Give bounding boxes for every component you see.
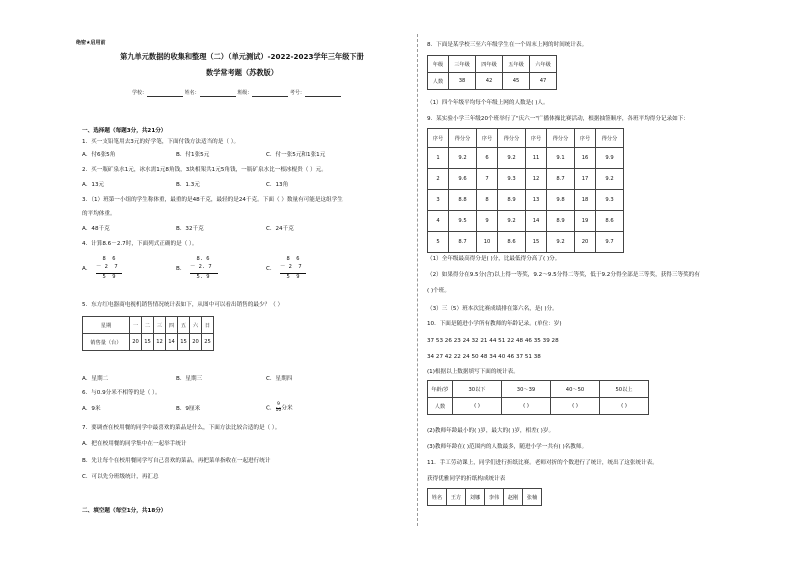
table-cell: 刘娜 — [466, 489, 485, 506]
table-cell: 17 — [575, 169, 596, 190]
q2-option-b: B．1.3元 — [176, 182, 200, 188]
table-row — [428, 129, 624, 148]
q4-b-top: 8. 6 — [190, 256, 210, 262]
table-cell: 销售量（台） — [83, 334, 130, 351]
table-cell: 序号 — [477, 129, 498, 148]
q6-text: 6．与0.9分米不相等的是（ ）。 — [82, 390, 161, 396]
table-cell: 年龄/岁 — [428, 381, 453, 398]
student-info — [132, 90, 341, 97]
table-cell: 二 — [142, 317, 154, 334]
q6-c-denominator: 10 — [275, 407, 282, 413]
q2-text: 2．买一瓶矿泉水1元，冰水需1元8角钱，3块相架共1元5角钱，一瓶矿泉水比一根冰棍贵（ ）元。 — [82, 167, 327, 173]
table-cell: 9.3 — [498, 169, 526, 190]
q9-part2: （2）如果得分在9.5分(含)以上得一等奖，9.2～9.5分得二等奖，低于9.2分得全部是三等奖，获得三等奖的有 — [427, 272, 700, 278]
table-cell: 8.7 — [449, 232, 477, 253]
table-cell: 8.6 — [596, 211, 624, 232]
class-field[interactable] — [252, 91, 288, 97]
table-cell: 8.6 — [498, 232, 526, 253]
q8-text: 8．下面是某学校三至六年级学生在一个周末上网的时间统计表。 — [427, 42, 588, 48]
q6-c-unit: 分米 — [281, 405, 293, 412]
table-cell: 序号 — [526, 129, 547, 148]
table-cell: 三 — [154, 317, 166, 334]
table-cell: 19 — [575, 211, 596, 232]
table-cell: 四 — [166, 317, 178, 334]
table-cell: 30以下 — [453, 381, 502, 398]
table-cell: 9.9 — [596, 148, 624, 169]
section1-title: 一、选择题（每题3分，共21分） — [82, 128, 167, 134]
q4-c-mid: － 2 7 — [280, 264, 302, 270]
table-cell: 1 — [428, 148, 449, 169]
q10-part2: (2)教师年龄最小的( )岁，最大的( )岁，相差( )岁。 — [427, 428, 555, 434]
table-row — [83, 317, 214, 334]
table-cell: 得分分 — [449, 129, 477, 148]
table-cell: 赵刚 — [504, 489, 523, 506]
table-cell: 五年级 — [503, 56, 530, 73]
answer-cell[interactable]: ( ) — [551, 398, 600, 415]
table-cell: 20 — [575, 232, 596, 253]
name-field[interactable] — [200, 91, 236, 97]
q6-option-a: A．9米 — [82, 406, 101, 412]
q6-option-b: B．9厘米 — [176, 406, 201, 412]
q1-option-a: A．付6张5角 — [82, 152, 116, 158]
table-cell: 人数 — [428, 73, 449, 90]
q2-option-c: C．13角 — [266, 182, 289, 188]
table-row — [428, 169, 624, 190]
table-row — [83, 334, 214, 351]
q10-text: 10．下面是随进小学所有教师的年龄记录。(单位：岁) — [427, 321, 562, 327]
name-label: 姓名： — [184, 90, 200, 96]
table-row — [428, 148, 624, 169]
table-cell: 得分分 — [596, 129, 624, 148]
table-cell: 序号 — [575, 129, 596, 148]
number-field[interactable] — [305, 91, 341, 97]
table-cell: 8.9 — [547, 211, 575, 232]
table-cell: 8.8 — [449, 190, 477, 211]
table-cell: 9.3 — [596, 190, 624, 211]
q10-part1: (1)根据以上数据填写下面的统计表。 — [427, 369, 519, 375]
table-cell: 六年级 — [530, 56, 557, 73]
table-cell: 45 — [503, 73, 530, 90]
table-cell: 30～39 — [502, 381, 551, 398]
table-cell: 李伟 — [485, 489, 504, 506]
table-cell: 9.2 — [498, 211, 526, 232]
secret-label: 绝密★启用前 — [76, 40, 106, 46]
q9-part3: （3）三（5）班本次比赛成绩排在第六名，是( )分。 — [427, 306, 558, 312]
page-subtitle: 数学常考题（苏教版） — [206, 68, 278, 77]
table-cell: 9.2 — [498, 148, 526, 169]
q4-c-top: 8 6 — [280, 256, 300, 262]
table-cell: 9.8 — [547, 190, 575, 211]
table-cell: 五 — [178, 317, 190, 334]
q11-table — [427, 488, 542, 506]
q4-b-mid: － 2. 7 — [190, 264, 212, 270]
q9-table — [427, 128, 624, 253]
school-field[interactable] — [147, 91, 183, 97]
class-label: 班级： — [237, 90, 253, 96]
table-cell: 9.7 — [596, 232, 624, 253]
table-row — [428, 73, 557, 90]
table-row — [428, 190, 624, 211]
table-cell: 人数 — [428, 398, 453, 415]
table-row — [428, 56, 557, 73]
table-cell: 15 — [178, 334, 190, 351]
table-cell: 8 — [477, 190, 498, 211]
table-cell: 六 — [190, 317, 202, 334]
q1-text: 1．买一支铅笔用去3元的好学笔，下面付钱方法适当的是（ ）。 — [82, 139, 240, 145]
table-cell: 40～50 — [551, 381, 600, 398]
table-cell: 16 — [575, 148, 596, 169]
q1-option-b: B．付1张5元 — [176, 152, 210, 158]
column-divider — [417, 34, 418, 526]
q10-part3: (3)教师年龄在( )范围内的人数最多，随进小学一共有( )名教师。 — [427, 444, 588, 450]
table-cell: 得分分 — [547, 129, 575, 148]
q5-option-a: A．星期二 — [82, 376, 109, 382]
q10-data-line1: 37 53 26 23 24 32 21 44 51 22 48 46 35 39 28 — [427, 338, 559, 344]
q4-a-label: A． — [82, 266, 92, 272]
q3-option-a: A．48千克 — [82, 226, 110, 232]
answer-cell[interactable]: ( ) — [600, 398, 649, 415]
q9-text: 9．某实验小学三年级20个班举行了"庆六一"广播体操比赛活动，根据抽签顺序，各班平均得分记录如下： — [427, 116, 689, 122]
table-cell: 38 — [449, 73, 476, 90]
q5-option-b: B．星期三 — [176, 376, 203, 382]
table-cell: 7 — [477, 169, 498, 190]
table-cell: 2 — [428, 169, 449, 190]
table-cell: 9.2 — [596, 169, 624, 190]
q4-b-bot: 5. 9 — [190, 274, 210, 280]
table-cell: 10 — [477, 232, 498, 253]
q9-part1: （1）全年级最高得分是( )分，比最低得分高了( )分。 — [427, 256, 561, 262]
table-cell: 9.2 — [449, 148, 477, 169]
q2-option-a: A．13元 — [82, 182, 105, 188]
table-cell: 8.9 — [498, 190, 526, 211]
table-row — [428, 232, 624, 253]
table-row — [428, 211, 624, 232]
table-cell: 12 — [526, 169, 547, 190]
table-cell: 6 — [477, 148, 498, 169]
table-cell: 14 — [166, 334, 178, 351]
table-cell: 12 — [154, 334, 166, 351]
q6-c-numerator: 9 — [276, 402, 280, 407]
table-cell: 11 — [526, 148, 547, 169]
table-cell: 15 — [526, 232, 547, 253]
table-cell: 9.1 — [547, 148, 575, 169]
q4-b-label: B． — [176, 266, 186, 272]
table-cell: 得分分 — [498, 129, 526, 148]
page-title: 第九单元数据的收集和整理（二）（单元测试）-2022-2023学年三年级下册 — [120, 52, 364, 61]
table-cell: 8.7 — [547, 169, 575, 190]
q5-text: 5．东方红电器商电视机销售情况统计表如下，从图中可以看出销售的最少？（ ） — [82, 302, 284, 308]
table-cell: 50以上 — [600, 381, 649, 398]
q7-option-c: C．可以先分班级统计，再汇总 — [82, 474, 159, 480]
q7-option-a: A．把在校用餐的同学集中在一起举手统计 — [82, 441, 187, 447]
table-cell: 20 — [130, 334, 142, 351]
answer-cell[interactable]: ( ) — [502, 398, 551, 415]
q4-a-top: 8 6 — [96, 256, 116, 262]
table-cell: 9.2 — [547, 232, 575, 253]
q3-text-line2: 的平均体重。 — [82, 211, 116, 217]
q5-table — [82, 316, 214, 351]
q11-table-title: 获得优雅同学的折纸构成统计表 — [427, 476, 506, 482]
q5-option-c: C．星期四 — [266, 376, 293, 382]
table-row — [428, 381, 649, 398]
q7-option-b: B．先让每个在校用餐同学写自己喜欢的菜品，再把菜单指收在一起进行统计 — [82, 458, 271, 464]
table-cell: 日 — [202, 317, 214, 334]
table-cell: 14 — [526, 211, 547, 232]
table-cell: 20 — [190, 334, 202, 351]
table-cell: 一 — [130, 317, 142, 334]
q4-c-label: C． — [266, 266, 276, 272]
table-cell: 姓名 — [428, 489, 447, 506]
table-cell: 3 — [428, 190, 449, 211]
table-cell: 9.6 — [449, 169, 477, 190]
q10-table — [427, 380, 649, 415]
q4-text: 4．计算8.6－2.7时，下面列式正确的是（ ）。 — [82, 241, 198, 247]
q3-option-c: C．24千克 — [266, 226, 294, 232]
table-cell: 王方 — [447, 489, 466, 506]
q9-part2-line2: ( )个班。 — [427, 288, 450, 294]
table-cell: 年级 — [428, 56, 449, 73]
table-cell: 4 — [428, 211, 449, 232]
table-cell: 13 — [526, 190, 547, 211]
answer-cell[interactable]: ( ) — [453, 398, 502, 415]
q4-a-bot: 5 9 — [96, 274, 116, 280]
table-cell: 18 — [575, 190, 596, 211]
section2-title: 二、填空题（每空1分，共18分） — [82, 508, 167, 514]
q8-table — [427, 55, 557, 90]
q10-data-line2: 34 27 42 22 24 50 48 34 40 46 37 51 38 — [427, 354, 541, 360]
table-cell: 序号 — [428, 129, 449, 148]
table-row — [428, 398, 649, 415]
q4-c-bot: 5 9 — [280, 274, 300, 280]
q6-option-c — [266, 403, 293, 413]
q3-text: 3．（1）班第一小组的学生称体重，最重的是48千克，最轻的是24千克。下面（ ）数量有可能是这组学生 — [82, 197, 343, 203]
q6-c-label: C． — [266, 405, 276, 412]
table-cell: 张楠 — [523, 489, 542, 506]
school-label: 学校： — [132, 90, 148, 96]
table-cell: 四年级 — [476, 56, 503, 73]
table-cell: 三年级 — [449, 56, 476, 73]
table-cell: 9.5 — [449, 211, 477, 232]
table-cell: 25 — [202, 334, 214, 351]
q1-option-c: C．付一张5元和1张1元 — [266, 152, 326, 158]
table-cell: 42 — [476, 73, 503, 90]
q3-option-b: B．32千克 — [176, 226, 204, 232]
table-cell: 47 — [530, 73, 557, 90]
table-row — [428, 489, 542, 506]
table-cell: 星期 — [83, 317, 130, 334]
q8-question: （1）四个年级平均每个年级上网的人数是( )人。 — [427, 100, 549, 106]
q7-text: 7．要调查在校用餐的同学中最喜欢的菜品是什么，下面方法比较合适的是（ ）。 — [82, 425, 281, 431]
q4-a-mid: － 2 7 — [96, 264, 118, 270]
table-cell: 15 — [142, 334, 154, 351]
table-cell: 9 — [477, 211, 498, 232]
table-cell: 5 — [428, 232, 449, 253]
number-label: 考号： — [289, 90, 305, 96]
q11-text: 11．手工劳动课上，同学们进行折纸比赛。老师对折的个数进行了统计，统出了这张统计表。 — [427, 460, 658, 466]
